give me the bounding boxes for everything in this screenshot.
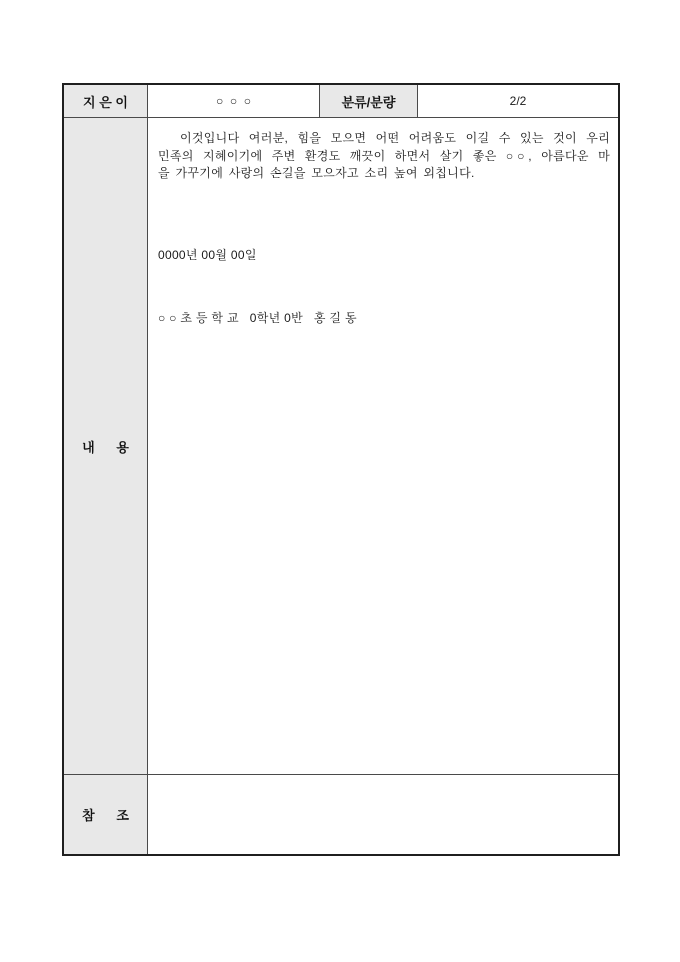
content-cell: [148, 118, 618, 775]
date-line: 0000년 00월 00일: [158, 247, 257, 262]
content-paragraph-line-1: 이것입니다 여러분, 힘을 모으면 어떤 어려움도 이길 수 있는 것이 우리: [180, 131, 610, 145]
reference-value-cell: [148, 775, 618, 854]
document-form-table: [62, 83, 620, 856]
category-label-cell: 분류/분량: [320, 85, 418, 118]
author-label-cell: 지 은 이: [64, 85, 148, 118]
author-value-cell: ○ ○ ○: [148, 85, 320, 118]
content-label-cell: 내 용: [64, 118, 148, 775]
content-paragraph-line-2: 민족의 지혜이기에 주변 환경도 깨끗이 하면서 살기 좋은 ○○, 아름다운 마: [158, 148, 610, 163]
content-paragraph-line-3: 을 가꾸기에 사랑의 손길을 모으자고 소리 높여 외칩니다.: [158, 166, 475, 180]
category-value-cell: 2/2: [418, 85, 618, 118]
signature-line: ○ ○ 초 등 학 교 0학년 0반 홍 길 동: [158, 311, 357, 325]
reference-label-cell: 참 조: [64, 775, 148, 854]
